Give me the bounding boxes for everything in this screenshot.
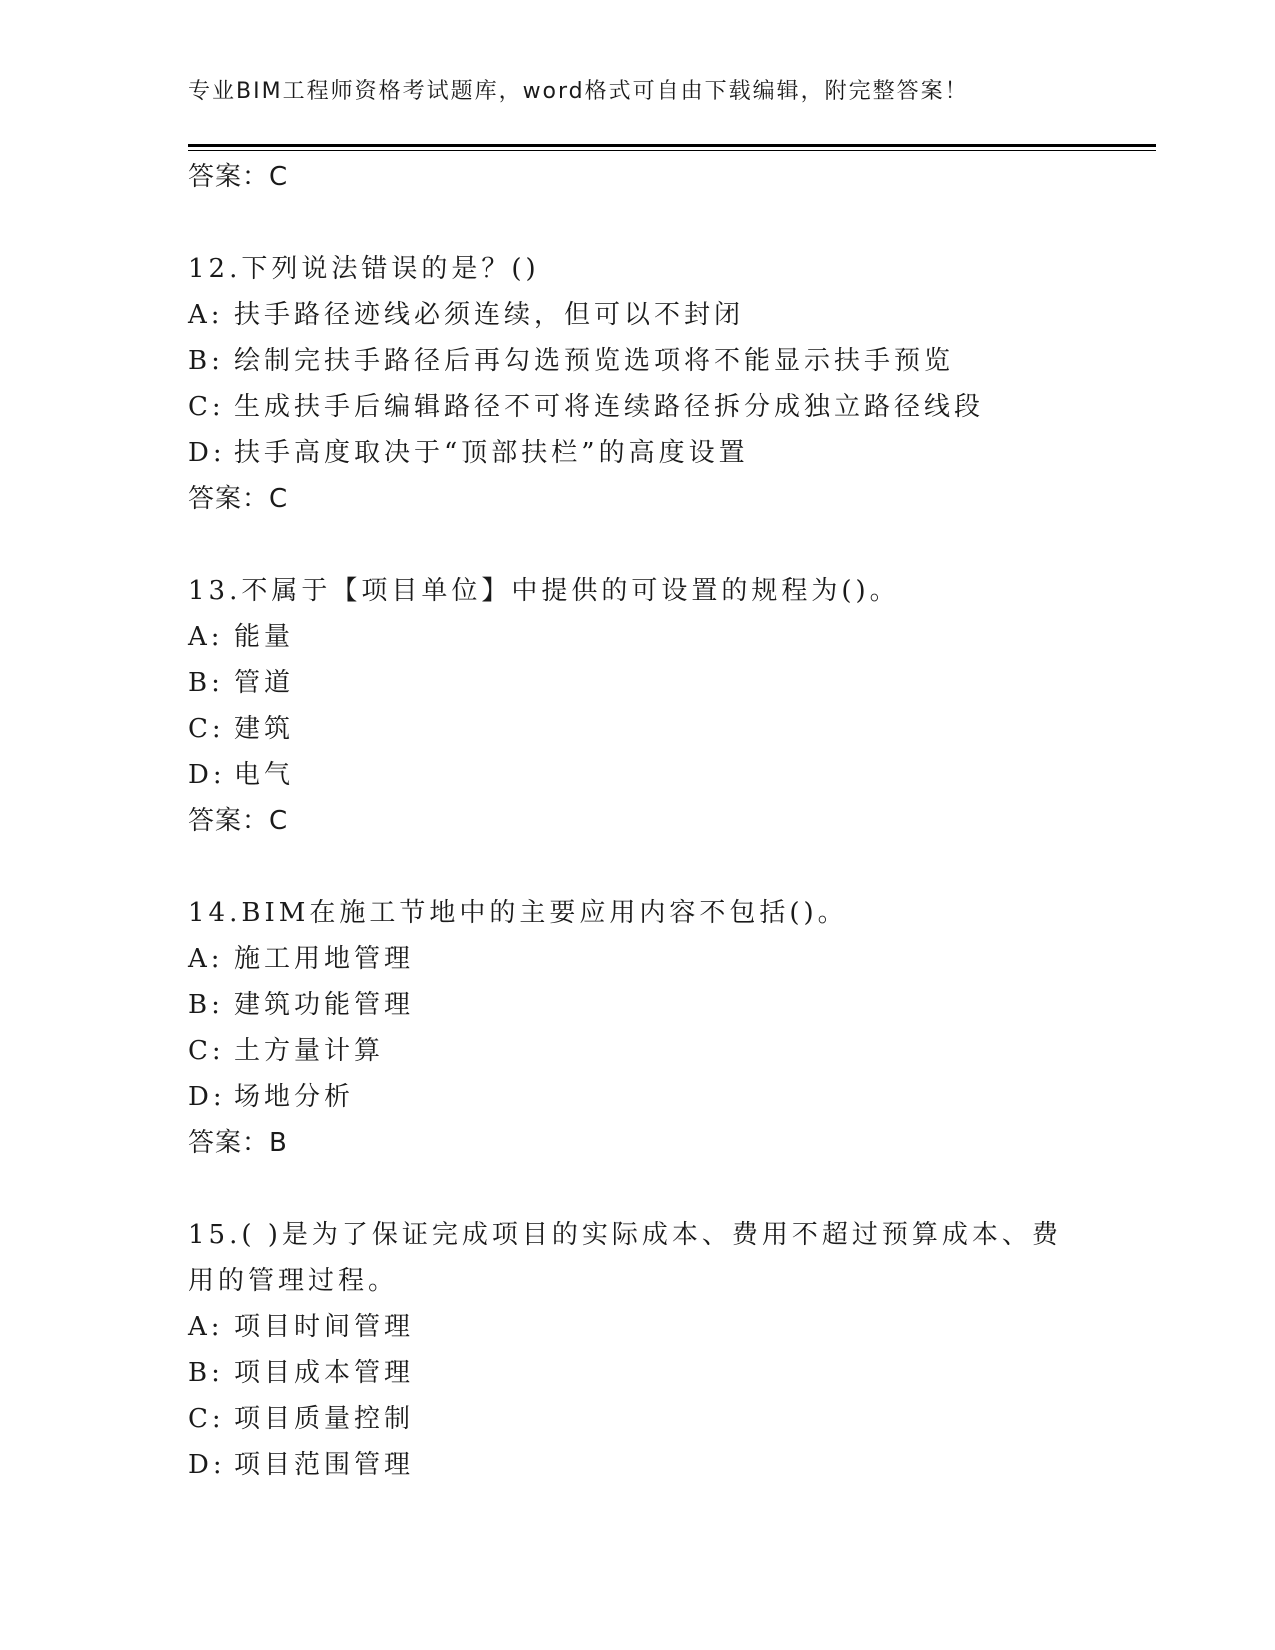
question-15 [188, 1212, 1156, 1488]
option-letter: D: [188, 760, 226, 790]
option-c [188, 706, 1156, 752]
option-c [188, 1028, 1156, 1074]
option-d [188, 1074, 1156, 1120]
option-letter: C: [188, 714, 225, 744]
answer-line: 答案：B [188, 1128, 288, 1158]
option-letter: B: [188, 668, 224, 698]
option-text: 扶手高度取决于“顶部扶栏”的高度设置 [234, 438, 749, 468]
option-letter: A: [188, 300, 224, 330]
question-stem: 12.下列说法错误的是？() [188, 254, 540, 284]
option-letter: D: [188, 1450, 226, 1480]
header-rule-thin [188, 150, 1156, 151]
option-letter: B: [188, 346, 224, 376]
header-rule-thick [188, 144, 1156, 147]
option-letter: A: [188, 1312, 224, 1342]
option-letter: B: [188, 990, 224, 1020]
question-12 [188, 246, 1156, 522]
option-b [188, 338, 1156, 384]
option-text: 项目范围管理 [234, 1450, 415, 1480]
option-letter: C: [188, 392, 225, 422]
option-text: 电气 [234, 760, 295, 790]
answer-line: 答案：C [188, 484, 289, 514]
document-body [188, 154, 1156, 1488]
option-text: 项目成本管理 [234, 1358, 415, 1388]
option-letter: A: [188, 622, 224, 652]
option-letter: D: [188, 1082, 226, 1112]
question-stem: 14.BIM在施工节地中的主要应用内容不包括()。 [188, 898, 848, 928]
option-d [188, 752, 1156, 798]
answer-line: 答案：C [188, 806, 289, 836]
option-letter: A: [188, 944, 224, 974]
option-letter: C: [188, 1036, 225, 1066]
option-text: 绘制完扶手路径后再勾选预览选项将不能显示扶手预览 [234, 346, 955, 376]
page-header: 专业BIM工程师资格考试题库，word格式可自由下载编辑，附完整答案！ [188, 79, 969, 104]
answer-line: 答案：C [188, 162, 289, 192]
option-text: 场地分析 [234, 1082, 355, 1112]
option-letter: B: [188, 1358, 224, 1388]
option-text: 扶手路径迹线必须连续，但可以不封闭 [234, 300, 745, 330]
option-text: 施工用地管理 [234, 944, 415, 974]
question-stem: 15.( )是为了保证完成项目的实际成本、费用不超过预算成本、费用的管理过程。 [188, 1220, 1062, 1296]
option-d [188, 430, 1156, 476]
option-letter: D: [188, 438, 226, 468]
option-a [188, 614, 1156, 660]
option-a [188, 1304, 1156, 1350]
option-text: 项目时间管理 [234, 1312, 415, 1342]
option-text: 管道 [234, 668, 295, 698]
option-text: 生成扶手后编辑路径不可将连续路径拆分成独立路径线段 [234, 392, 985, 422]
option-letter: C: [188, 1404, 225, 1434]
question-stem: 13.不属于【项目单位】中提供的可设置的规程为()。 [188, 576, 900, 606]
option-c [188, 384, 1156, 430]
question-13 [188, 568, 1156, 844]
option-text: 能量 [234, 622, 295, 652]
option-a [188, 292, 1156, 338]
option-b [188, 660, 1156, 706]
option-b [188, 982, 1156, 1028]
option-d [188, 1442, 1156, 1488]
option-a [188, 936, 1156, 982]
option-c [188, 1396, 1156, 1442]
question-14 [188, 890, 1156, 1166]
option-text: 土方量计算 [234, 1036, 385, 1066]
option-text: 建筑 [234, 714, 295, 744]
option-b [188, 1350, 1156, 1396]
option-text: 建筑功能管理 [234, 990, 415, 1020]
option-text: 项目质量控制 [234, 1404, 415, 1434]
